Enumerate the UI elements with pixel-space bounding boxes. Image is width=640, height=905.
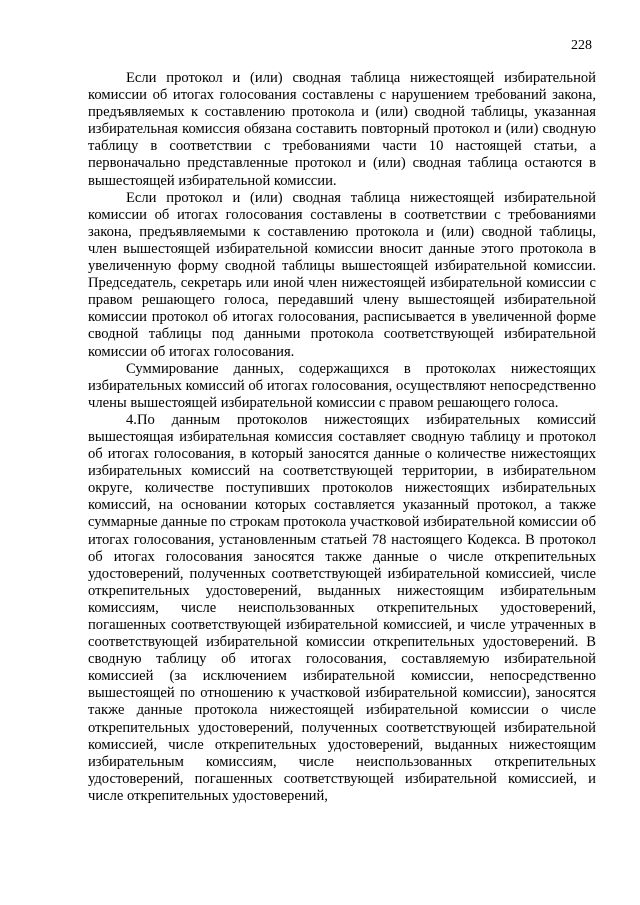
paragraph-4: 4.По данным протоколов нижестоящих избирательных комиссий вышестоящая избирательная комиссия составляет сводную таблицу и протокол об итогах голосования, в который заносятся данные о количестве нижестоящих избирательных комиссий на соответствующей территории, в избирательном округе, количестве поступивших протоколов нижестоящих избирательных комиссий, на основании которых составляется указанный протокол, а также суммарные данные по строкам протокола участковой избирательной комиссии об итогах голосования, установленным статьей 78 настоящего Кодекса. В протокол об итогах голосования заносятся также данные о числе открепительных удостоверений, полученных соответствующей избирательной комиссией, числе открепительных удостоверений, выданных нижестоящим избирательным комиссиям, числе неиспользованных открепительных удостоверений, погашенных соответствующей избирательной комиссией, и числе утраченных в соответствующей избирательной комиссии открепительных удостоверений. В сводную таблицу об итогах голосования, составляемую избирательной комиссией (за исключением избирательной комиссии, непосредственно вышестоящей по отношению к участковой избирательной комиссии), заносятся также данные протокола нижестоящей избирательной комиссии о числе открепительных удостоверений, полученных соответствующей избирательной комиссией, числе открепительных удостоверений, выданных нижестоящим избирательным комиссиям, числе неиспользованных открепительных удостоверений, погашенных соответствующей избирательной комиссией, и числе открепительных удостоверений, — [88, 411, 596, 804]
paragraph-1: Если протокол и (или) сводная таблица нижестоящей избирательной комиссии об итогах голосования составлены с нарушением требований закона, предъявляемых к составлению протокола и (или) сводной таблицы, указанная избирательная комиссия обязана составить повторный протокол и (или) сводную таблицу в соответствии с требованиями части 10 настоящей статьи, а первоначально представленные протокол и (или) сводная таблица остаются в вышестоящей избирательной комиссии. — [88, 70, 596, 189]
page-number: 228 — [571, 38, 592, 53]
paragraph-2: Если протокол и (или) сводная таблица нижестоящей избирательной комиссии об итогах голосования составлены в соответствии с требованиями закона, предъявляемыми к составлению протокола и (или) сводной таблицы, член вышестоящей избирательной комиссии вносит данные этого протокола в увеличенную форму сводной таблицы вышестоящей избирательной комиссии. Председатель, секретарь или иной член нижестоящей избирательной комиссии с правом решающего голоса, передавший члену вышестоящей избирательной комиссии протокол об итогах голосования, расписывается в увеличенной форме сводной таблицы под данными протокола соответствующей избирательной комиссии об итогах голосования. — [88, 189, 596, 360]
document-body — [88, 70, 596, 805]
paragraph-3: Суммирование данных, содержащихся в протоколах нижестоящих избирательных комиссий об итогах голосования, осуществляют непосредственно члены вышестоящей избирательной комиссии с правом решающего голоса. — [88, 360, 596, 411]
